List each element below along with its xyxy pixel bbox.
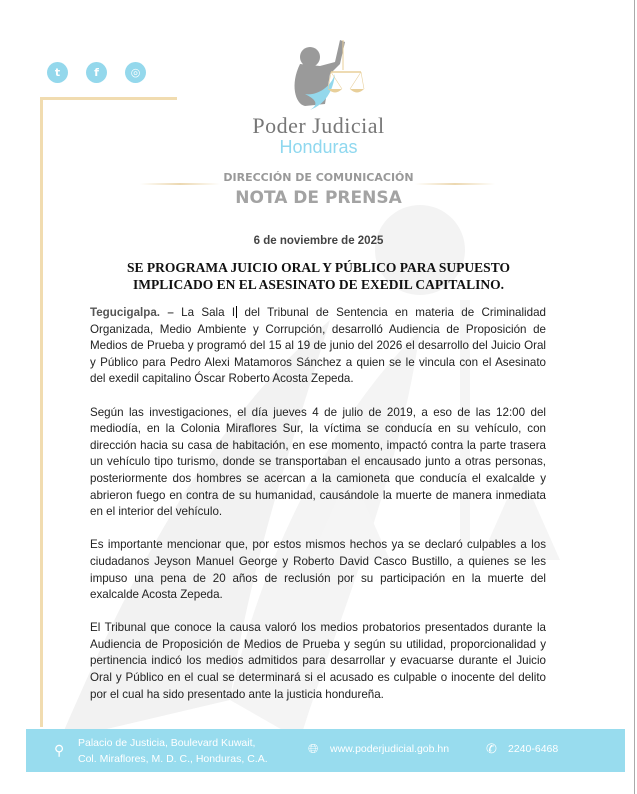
document-type: NOTA DE PRENSA <box>235 188 402 208</box>
paragraph-4: El Tribunal que conoce la causa valoró los medios probatorios presentados durante la Audiencia de Proposición de Medios de Prueba y según su utilidad, proporcionalidad y pertinencia indicó los medios admitidos para desarrollar y evacuarse durante el Juicio Oral y Público en el cual se determinará si el acusado es culpable o inocente del delito por el cual ha sido presentado ante la justicia hondureña. <box>90 621 546 701</box>
paragraph-1-start: La Sala I <box>173 306 236 319</box>
brand-name: Poder Judicial <box>252 113 385 138</box>
decorative-frame-top <box>40 97 177 100</box>
paragraph-2: Según las investigaciones, el día jueves 4 de julio de 2019, a eso de las 12:00 del mediodía, en la Colonia Miraflores Sur, la víctima se conducía en su vehículo, con dirección hacia su casa de habitación, en ese momento, impactó contra la parte trasera un vehículo tipo turismo, donde se transportaban el encausado junto a otras personas, posteriormente dos hombres se acercan a la camioneta que conducía el exalcalde y abrieron fuego en contra de su humanidad, causándole la muerte de manera inmediata en el interior del vehículo. <box>90 405 546 519</box>
phone-icon: ✆ <box>486 741 497 756</box>
location-pin-icon: ⚲ <box>54 742 65 758</box>
phone-number: 2240-6468 <box>508 743 559 755</box>
dateline: Tegucigalpa. – <box>90 306 174 319</box>
brand-country: Honduras <box>279 137 358 157</box>
paragraph-1 <box>90 305 546 388</box>
article-date: 6 de noviembre de 2025 <box>253 235 384 247</box>
paragraph-1-rest: del Tribunal de Sentencia en materia de Criminalidad Organizada, Medio Ambiente y Corrupción, desarrolló Audiencia de Proposición de Medios de Prueba y programó del 15 al 19 de junio del 2026 el desarrollo del Juicio Oral y Público para Pedro Alexi Matamoros Sánchez a quien se le vincula con el Asesinato del exedil capitalino Óscar Roberto Acosta Zepeda. <box>90 306 546 386</box>
footer-address <box>78 735 268 767</box>
address-line-2: Col. Miraflores, M. D. C., Honduras, C.A. <box>78 753 268 765</box>
globe-icon: 🌐︎ <box>308 741 319 756</box>
paragraph-3: Es importante mencionar que, por estos mismos hechos ya se declaró culpables a los ciudadanos Jeyson Manuel George y Roberto David Casco Bustillo, a quienes se les impuso una pena de 20 años de reclusión por su participación en la muerte del exalcalde Acosta Zepeda. <box>90 538 546 602</box>
address-line-1: Palacio de Justicia, Boulevard Kuwait, <box>78 737 256 749</box>
twitter-icon[interactable]: t <box>47 62 68 83</box>
footer-band <box>26 729 625 772</box>
website-link[interactable]: www.poderjudicial.gob.hn <box>330 743 450 755</box>
department-label: DIRECCIÓN DE COMUNICACIÓN <box>223 171 414 184</box>
justice-logo-icon <box>285 34 375 114</box>
facebook-icon[interactable]: f <box>86 62 107 83</box>
article-body <box>90 305 546 720</box>
social-links <box>47 62 146 83</box>
instagram-icon[interactable]: ◎ <box>125 62 146 83</box>
article-title: SE PROGRAMA JUICIO ORAL Y PÚBLICO PARA SUPUESTO IMPLICADO EN EL ASESINATO DE EXEDIL CAPITALINO. <box>127 260 510 292</box>
